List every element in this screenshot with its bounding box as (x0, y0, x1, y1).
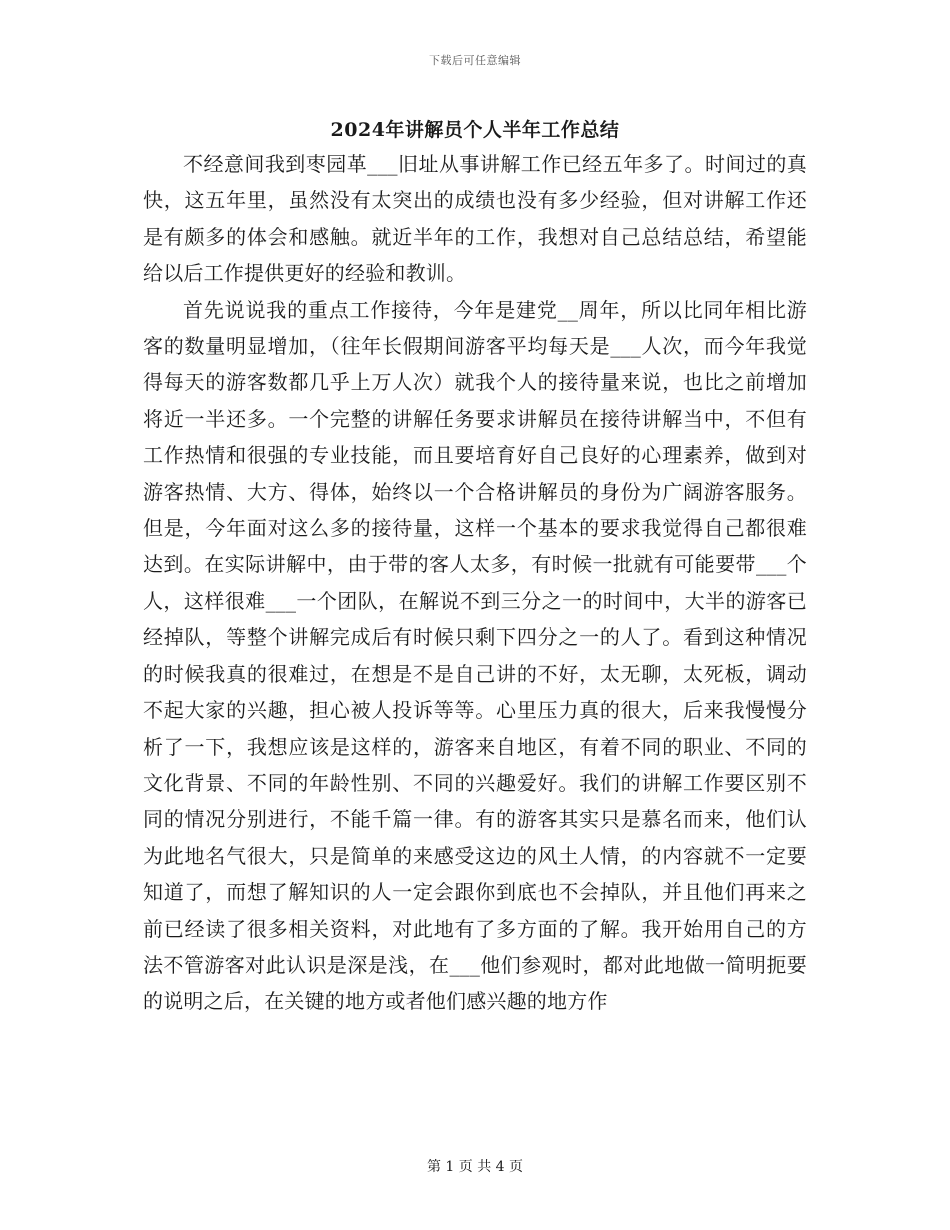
page-number: 第 1 页 共 4 页 (426, 1159, 524, 1175)
paragraph-intro: 不经意间我到枣园革___旧址从事讲解工作已经五年多了。时间过的真快，这五年里，虽然没有太突出的成绩也没有多少经验，但对讲解工作还是有颇多的体会和感触。就近半年的工作，我想对自己总结总结，希望能给以后工作提供更好的经验和教训。 (143, 152, 807, 286)
header-note: 下载后可任意编辑 (429, 54, 521, 67)
document-body (143, 146, 807, 1020)
document-title: 2024年讲解员个人半年工作总结 (330, 119, 620, 141)
paragraph-reception-work: 首先说说我的重点工作接待，今年是建党__周年，所以比同年相比游客的数量明显增加，（往年长假期间游客平均每天是___人次，而今年我觉得每天的游客数都几乎上万人次）就我个人的接待量来说，也比之前增加将近一半还多。一个完整的讲解任务要求讲解员在接待讲解当中，不但有工作热情和很强的专业技能，而且要培育好自己良好的心理素养，做到对游客热情、大方、得体，始终以一个合格讲解员的身份为广阔游客服务。但是，今年面对这么多的接待量，这样一个基本的要求我觉得自己都很难达到。在实际讲解中，由于带的客人太多，有时候一批就有可能要带___个人，这样很难___一个团队，在解说不到三分之一的时间中，大半的游客已经掉队，等整个讲解完成后有时候只剩下四分之一的人了。看到这种情况的时候我真的很难过，在想是不是自己讲的不好，太无聊，太死板，调动不起大家的兴趣，担心被人投诉等等。心里压力真的很大，后来我慢慢分析了一下，我想应该是这样的，游客来自地区，有着不同的职业、不同的文化背景、不同的年龄性别、不同的兴趣爱好。我们的讲解工作要区别不同的情况分别进行，不能千篇一律。有的游客其实只是慕名而来，他们认为此地名气很大，只是简单的来感受这边的风土人情，的内容就不一定要知道了，而想了解知识的人一定会跟你到底也不会掉队，并且他们再来之前已经读了很多相关资料，对此地有了多方面的了解。我开始用自己的方法不管游客对此认识是深是浅，在___他们参观时，都对此地做一简明扼要的说明之后，在关键的地方或者他们感兴趣的地方作 (143, 297, 807, 1014)
